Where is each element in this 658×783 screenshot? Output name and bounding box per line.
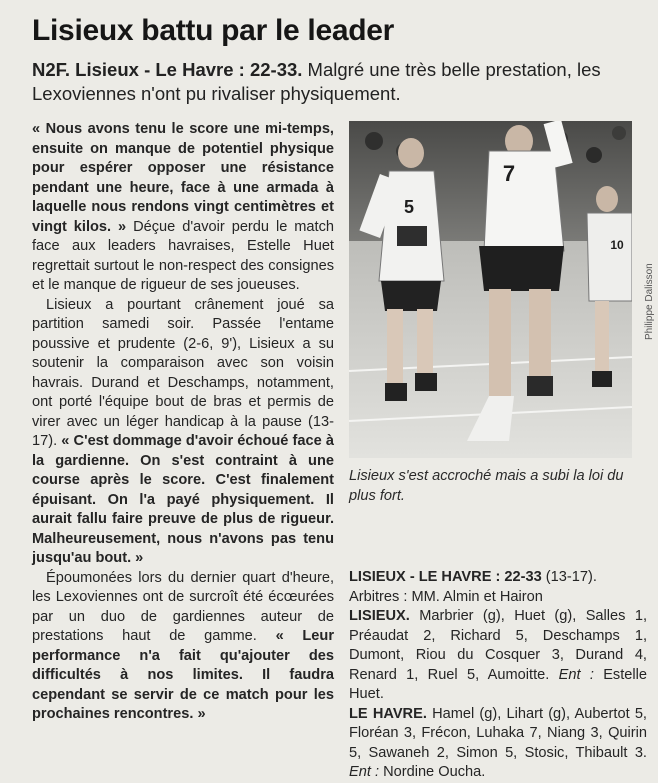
- jersey-number-7: 7: [502, 161, 516, 186]
- match-photo: [349, 121, 632, 458]
- deck-label: N2F. Lisieux - Le Havre : 22-33.: [32, 59, 303, 80]
- havre-coach: Nordine Oucha.: [379, 764, 486, 780]
- match-factsheet: [349, 568, 647, 783]
- photo-credit: Philippe Dalisson: [644, 263, 655, 340]
- match-score-line: [349, 568, 647, 588]
- quote-2: « C'est dommage d'avoir échoué face à la gardienne. On s'est contraint à une course après le score. C'est finalement épuisant. On l'a payé physiquement. Il aurait fallu faire preuve de plus de rigueur. Malheureusement, nous n'avons pas tenu jusqu'au bout. »: [32, 433, 334, 566]
- havre-label: LE HAVRE.: [349, 705, 427, 722]
- lisieux-lineup: [349, 607, 647, 705]
- havre-players: Hamel (g), Lihart (g), Aubertot 5, Floréan 3, Frécon, Luhaka 7, Niang 3, Quirin 5, Sawaneh 2, Simon 5, Stosic, Thibault 3.: [349, 705, 647, 761]
- headline: Lisieux battu par le leader: [32, 14, 395, 47]
- paragraph-1: [32, 120, 334, 296]
- havre-lineup: [349, 705, 647, 783]
- match-halftime: (13-17).: [541, 569, 597, 585]
- paragraph-1-text: Déçue d'avoir perdu le match face aux leaders havraises, Estelle Huet regrettait surtout le non-respect des consignes et le manque de rigueur de ses joueuses.: [32, 218, 334, 293]
- deck-text: Malgré une très belle prestation, les Lexoviennes n'ont pu rivaliser physiquement.: [32, 59, 601, 104]
- jersey-number-10: 10: [610, 238, 624, 252]
- paragraph-3: [32, 569, 334, 725]
- paragraph-2: [32, 296, 334, 569]
- jersey-number-5: 5: [403, 197, 415, 217]
- paragraph-2-text: Lisieux a pourtant crânement joué sa partition samedi soir. Passée l'entame poussive et prudente (2-6, 9'), Lisieux a su soutenir la comparaison avec son voisin havrais. Durand et Deschamps, notamment, ont porté l'équipe bout de bras et permis de virer avec un léger handicap à la pause (13-17).: [32, 296, 334, 449]
- quote-3: « Leur performance n'a fait qu'ajouter des difficultés à nos limites. Il faudra cependant se servir de ce match pour les prochaines rencontres. »: [32, 628, 335, 722]
- photo-caption: Lisieux s'est accroché mais a subi la loi du plus fort.: [349, 468, 624, 504]
- lisieux-coach-label: Ent :: [558, 666, 594, 683]
- lisieux-players: Marbrier (g), Huet (g), Salles 1, Préaudat 2, Richard 5, Deschamps 1, Dumont, Riou du Cosquer 3, Durand 4, Renard 1, Ruel 5, Aumoitte.: [349, 608, 647, 683]
- havre-coach-label: Ent :: [349, 764, 380, 780]
- referees: Arbitres : MM. Almin et Hairon: [349, 588, 543, 605]
- lisieux-coach: Estelle Huet.: [349, 666, 648, 702]
- paragraph-3-text: Époumonées lors du dernier quart d'heure, les Lexoviennes ont de surcroît été écœurées par un duo de gardiennes auteur de prestations haut de gamme.: [32, 569, 334, 644]
- deck: [32, 58, 632, 106]
- match-photo-illustration: [349, 121, 632, 458]
- quote-1: « Nous avons tenu le score une mi-temps, ensuite on manque de potentiel physique pour espérer opposer une résistance pendant une heure, face à une armada à laquelle nous rendons vingt centimètres et vingt kilos. »: [32, 121, 334, 235]
- article-body: [32, 120, 334, 725]
- match-score: LISIEUX - LE HAVRE : 22-33: [349, 569, 542, 585]
- lisieux-label: LISIEUX.: [349, 608, 410, 624]
